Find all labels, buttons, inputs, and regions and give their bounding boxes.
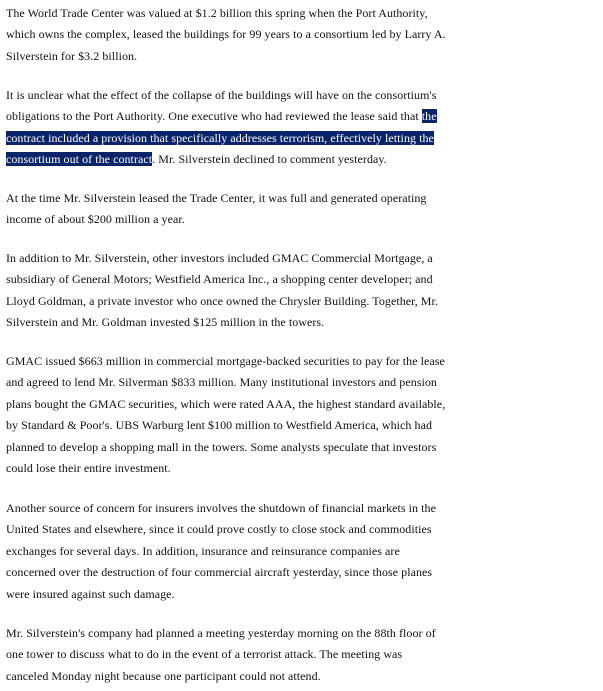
text-line: It is unclear what the effect of the collapse of the buildings will have on the consortium's — [6, 88, 437, 102]
paragraph-valuation — [6, 3, 603, 67]
paragraph-income — [6, 188, 603, 231]
text-line: At the time Mr. Silverstein leased the Trade Center, it was full and generated operating — [6, 191, 427, 205]
text-line: Silverstein and Mr. Goldman invested $125 million in the towers. — [6, 315, 325, 330]
text-segment: . Mr. Silverstein declined to comment yesterday. — [152, 152, 387, 167]
text-line: plans bought the GMAC securities, which were rated AAA, the highest standard available, — [6, 396, 446, 411]
selected-text[interactable]: contract included a provision that specifically addresses terrorism, effectively letting the — [6, 130, 434, 145]
text-line: by Standard & Poor's. UBS Warburg lent $100 million to Westfield America, which had — [6, 418, 433, 433]
text-line — [6, 128, 603, 149]
text-line: Mr. Silverstein's company had planned a meeting yesterday morning on the 88th floor of — [6, 626, 436, 640]
text-line: concerned over the destruction of four commercial aircraft yesterday, since those planes — [6, 565, 433, 580]
text-line: were insured against such damage. — [6, 586, 175, 601]
selected-text[interactable]: the — [421, 109, 437, 124]
text-line: Another source of concern for insurers involves the shutdown of financial markets in the — [6, 501, 436, 515]
text-line: GMAC issued $663 million in commercial mortgage-backed securities to pay for the lease — [6, 354, 445, 368]
text-line: In addition to Mr. Silverstein, other investors included GMAC Commercial Mortgage, a — [6, 251, 433, 265]
text-line: income of about $200 million a year. — [6, 212, 185, 227]
text-line: canceled Monday night because one participant could not attend. — [6, 668, 321, 683]
text-line: Lloyd Goldman, a private investor who once owned the Chrysler Building. Together, Mr. — [6, 293, 438, 308]
text-segment: obligations to the Port Authority. One executive who had reviewed the lease said that — [6, 109, 422, 124]
text-line: United States and elsewhere, since it could prove costly to close stock and commodities — [6, 522, 432, 537]
paragraph-gmac — [6, 351, 603, 479]
text-line: planned to develop a shopping mall in the towers. Some analysts speculate that investors — [6, 439, 437, 454]
text-line: exchanges for several days. In addition, insurance and reinsurance companies are — [6, 543, 400, 558]
paragraph-insurers — [6, 498, 603, 605]
paragraph-obligations — [6, 85, 603, 171]
text-line: could lose their entire investment. — [6, 460, 171, 475]
text-line: and agreed to lend Mr. Silverman $833 million. Many institutional investors and pension — [6, 375, 437, 390]
text-line: Silverstein for $3.2 billion. — [6, 48, 138, 63]
paragraph-meeting — [6, 623, 603, 687]
text-line — [6, 149, 603, 170]
paragraph-investors — [6, 248, 603, 334]
selected-text[interactable]: consortium out of the contract — [6, 152, 153, 167]
text-line: one tower to discuss what to do in the event of a terrorist attack. The meeting was — [6, 647, 403, 662]
text-line: The World Trade Center was valued at $1.2 billion this spring when the Port Authority, — [6, 6, 428, 20]
text-line: which owns the complex, leased the buildings for 99 years to a consortium led by Larry A. — [6, 27, 446, 42]
text-line — [6, 106, 603, 127]
text-line: subsidiary of General Motors; Westfield America Inc., a shopping center developer; and — [6, 272, 433, 287]
